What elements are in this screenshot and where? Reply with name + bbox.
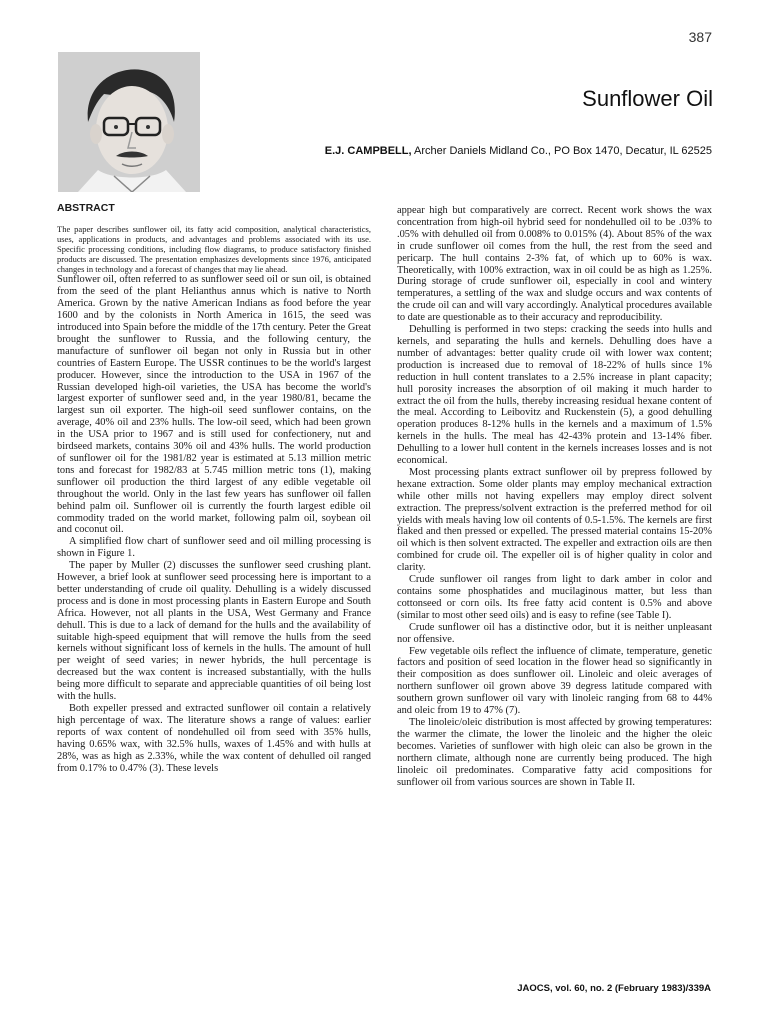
journal-footer: JAOCS, vol. 60, no. 2 (February 1983)/339A bbox=[517, 983, 711, 994]
left-column bbox=[57, 203, 371, 774]
body-paragraph: Crude sunflower oil ranges from light to dark amber in color and contains some phosphatides and mucilaginous matter, but less than cottonseed or corn oils. Its free fatty acid content is 0.5% and above (similar to most other seed oils) and is easy to refine (see Table I). bbox=[397, 574, 712, 621]
article-title: Sunflower Oil bbox=[582, 86, 713, 111]
author-name: E.J. CAMPBELL, bbox=[324, 145, 412, 157]
body-paragraph: Sunflower oil, often referred to as sunflower seed oil or sun oil, is obtained from the seed of the plant Helianthus annus which is native to North America. Grown by the native American Indians as food before the year 1600 and by the colonists in North America in 1615, the seed was introduced into Spain before the middle of the 17th century. Peter the Great brought the sunflower to Russia, and the following century, the manufacture of sunflower oil began not only in Russia but in other countries of Eastern Europe. The USSR continues to be the world's largest producer. However, since the introduction to the USA in 1967 of the Russian developed high-oil varieties, the USA has become the world's largest exporter of sunflower seed and, in the year 1980/81, became the largest sun oil exporter. The high-oil seed sunflower contains, on the average, 40% oil and 23% hulls. The low-oil seed, which had been grown in the USA prior to 1967 and is still used for confectionery, nut and birdseed markets, contains 30% oil and 43% hulls. The world production of sunflower oil for the 1981/82 year is estimated at 5.13 million metric tons and forecast for 1982/83 at 5.745 million metric tons (1), making sunflower oil production the third largest of any edible vegetable oil throughout the world. Only in the last few years has sunflower oil fallen behind palm oil. Sunflower oil is currently the fourth largest edible oil commodity traded on the world market, following palm oil, soybean oil and coconut oil. bbox=[57, 274, 371, 536]
body-paragraph: Crude sunflower oil has a distinctive odor, but it is neither unpleasant nor offensive. bbox=[397, 621, 712, 645]
author-photo bbox=[58, 52, 200, 192]
body-paragraph: Most processing plants extract sunflower oil by prepress followed by hexane extraction. Some older plants may employ mechanical extraction while other mills not having expellers may employ direct solvent extraction. The prepress/solvent extraction is the preferred method for oil yields with meals having low oil contents of 0.5-1.5%. The kernels are first flaked and then pressed or expelled. The pressed material contains 15-20% oil which is then solvent extracted. The expeller and extraction oils are then combined for crude oil. The expeller oil is of higher quality in color and clarity. bbox=[397, 466, 712, 574]
body-paragraph: Dehulling is performed in two steps: cracking the seeds into hulls and kernels, and separating the hulls and kernels. Dehulling does have a number of advantages: better quality crude oil with lower wax content; production is increased due to removal of 18-22% of hulls since 1% reduction in hull content translates to a 2.5% increase in plant capacity; hull porosity increases the absorption of oil making it much harder to extract the oil from the hulls, thereby increasing residual hexane content of the meal. According to Leibovitz and Ruckenstein (5), a good dehulling operation produces 8-12% hulls in the kernels and a maximum of 1.5% kernels in the hulls. The meal has 42-43% protein and 13-14% fiber. Dehulling to a lower hull content in the kernels increases losses and is not economical. bbox=[397, 324, 712, 467]
abstract-text: The paper describes sunflower oil, its fatty acid composition, analytical characteristics, uses, applications in products, and advantages and problems associated with its use. Specific processing conditions, including flow diagrams, to produce satisfactory finished products are discussed. The presentation emphasizes developments since 1976, anticipated changes in technology and a forecast of changes that may lie ahead. bbox=[57, 223, 371, 275]
body-paragraph: Few vegetable oils reflect the influence of climate, temperature, genetic factors and position of seed location in the flower head so significantly in their composition as does sunflower oil. Linoleic and oleic averages of northern sunflower oil grown above 39 degress latitude compared with southern grown sunflower oil vary with linoleic ranging from 68 to 44% and oleic from 19 to 47% (7). bbox=[397, 645, 712, 717]
author-affiliation: Archer Daniels Midland Co., PO Box 1470, Decatur, IL 62525 bbox=[411, 145, 712, 157]
body-paragraph: The linoleic/oleic distribution is most affected by growing temperatures: the warmer the climate, the lower the linoleic and the higher the oleic becomes. Varieties of sunflower with high oleic can also be grown in the northern climate, although none are currently being produced. The high linoleic oil predominates. Comparative fatty acid compositions for sunflower oil from various sources are shown in Table II. bbox=[397, 716, 712, 788]
body-paragraph: Both expeller pressed and extracted sunflower oil contain a relatively high percentage of wax. The literature shows a range of values: earlier reports of wax content of nondehulled oil from seed with 35% hulls, having 0.65% wax, with 32.5% hulls, waxes of 1.45% and with hulls at 28%, was as high as 2.33%, while the wax content of dehulled oil ranged from 0.17% to 0.47% (3). These levels bbox=[57, 703, 371, 774]
abstract-heading: ABSTRACT bbox=[57, 202, 115, 214]
author-portrait-image bbox=[58, 52, 200, 192]
body-paragraph: The paper by Muller (2) discusses the sunflower seed crushing plant. However, a brief look at sunflower seed processing here is important to a better understanding of crude oil quality. Dehulling is a widely discussed process and is done in most processing plants in Eastern Europe and South Africa. However, not all plants in the USA, West Germany and France dehull. This is due to a lack of demand for the hulls and the availability of suitable high-speed equipment that will remove the hulls from the seed kernels without significant loss of kernels in the hulls. The amount of hull per weight of seed varies; in newer hybrids, the hull percentage is decreased but the wax content is increased substantially, with the hulls being more difficult to separate and appreciable quantities of oil being lost with the hulls. bbox=[57, 560, 371, 703]
body-paragraph: A simplified flow chart of sunflower seed and oil milling processing is shown in Figure 1. bbox=[57, 536, 371, 560]
right-column bbox=[397, 205, 712, 788]
body-paragraph: appear high but comparatively are correct. Recent work shows the wax concentration from high-oil hybrid seed for nondehulled oil to be .03% to .05% with dehulled oil from 0.008% to 0.015% (4). About 85% of the wax in crude sunflower oil comes from the hull, the rest from the seed and pericarp. The hull contains 2-3% fat, of which up to 60% is wax. Theoretically, with 100% extraction, wax in oil could be as high as 1.25%. During storage of crude sunflower oil, especially in cool and wintery temperatures, a settling of the wax and sludge occurs and wax contents of the crude oil can and will vary accordingly. Analytical procedures available to date are questionable as to their accuracy and reproducibility. bbox=[397, 205, 712, 324]
page-number: 387 bbox=[688, 29, 712, 45]
author-byline bbox=[325, 145, 712, 157]
